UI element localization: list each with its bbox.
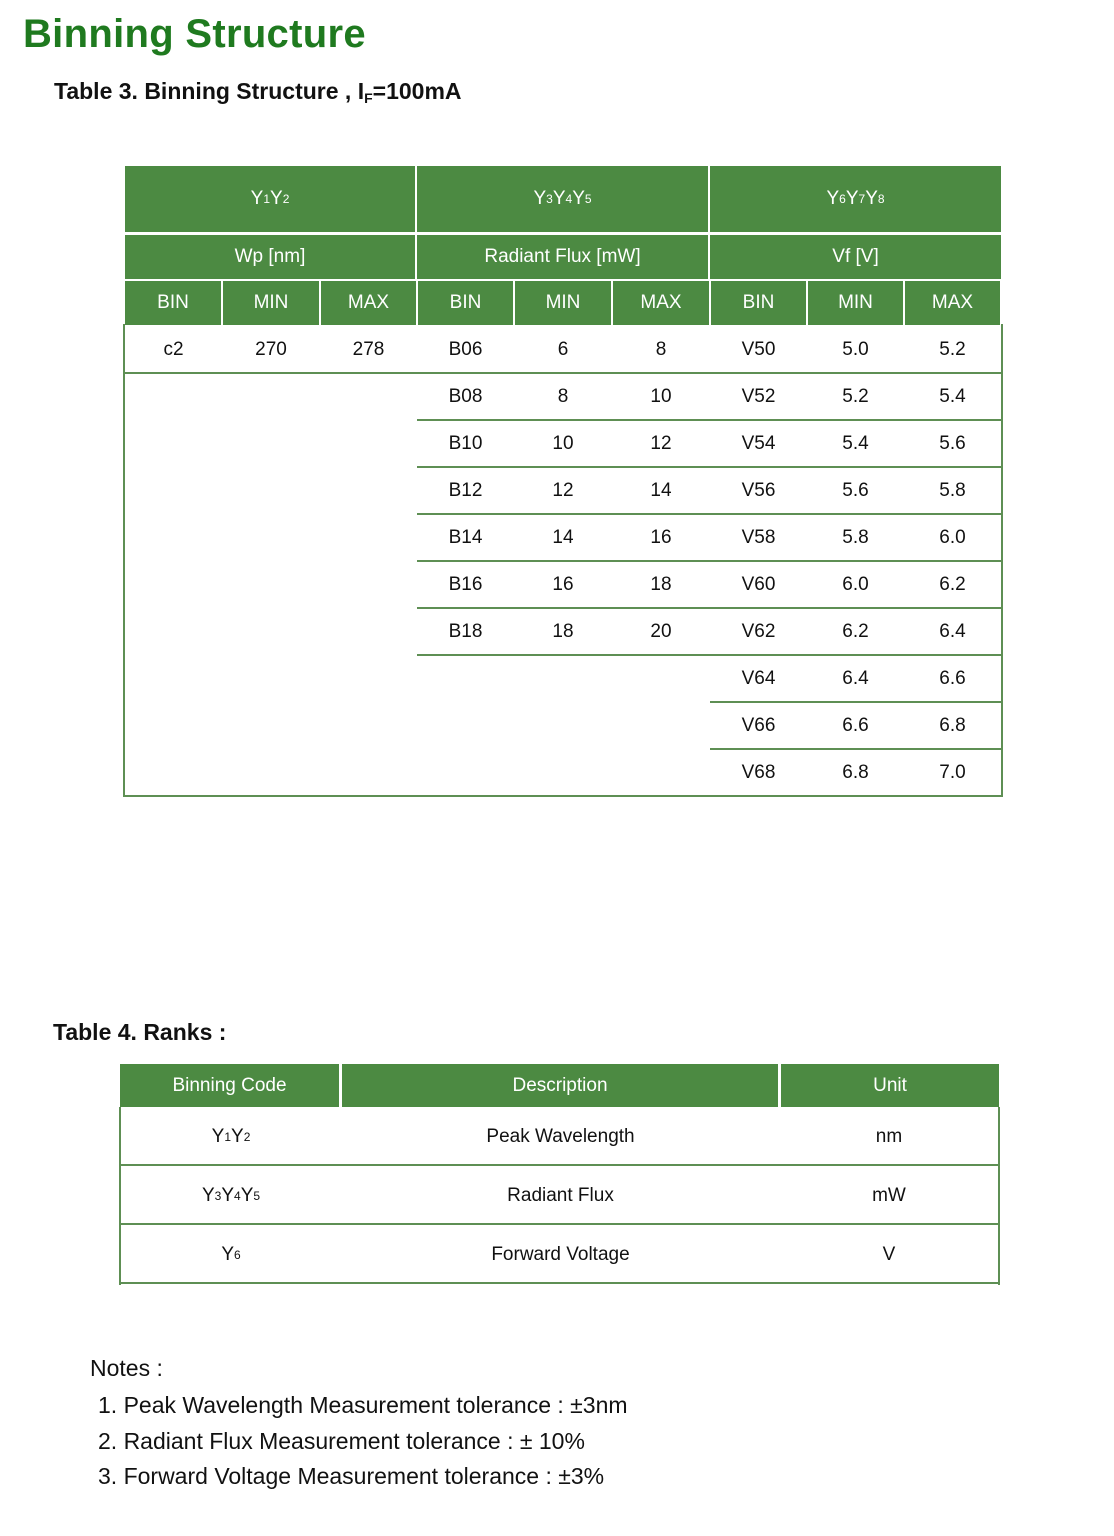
rank-code-letter: Y — [221, 1184, 234, 1206]
table-cell-min: 5.6 — [842, 479, 869, 501]
ranks-cell-unit: V — [882, 1243, 896, 1265]
table-cell-bin: V58 — [741, 526, 776, 548]
rank-code-subscript: 3 — [214, 1188, 222, 1203]
rank-code-subscript: 1 — [224, 1129, 231, 1144]
table-cell-min: 5.2 — [842, 385, 869, 407]
ranks-table — [119, 1064, 1000, 1285]
table3-caption-suffix: =100mA — [372, 78, 462, 104]
group-label-header: Radiant Flux [mW] — [417, 235, 708, 279]
code-letter: Y — [552, 188, 566, 209]
table-cell-max: 16 — [650, 526, 672, 548]
ranks-header-binning-code: Binning Code — [120, 1064, 339, 1107]
ranks-row-divider — [119, 1282, 1000, 1284]
table-left-border — [123, 324, 125, 797]
note-item: 2. Radiant Flux Measurement tolerance : ± 10% — [98, 1427, 585, 1454]
binning-structure-table — [123, 166, 1003, 797]
ranks-cell-unit: nm — [875, 1125, 903, 1147]
table-right-border — [1001, 324, 1003, 797]
table-cell-max: 5.8 — [939, 479, 966, 501]
table-cell-min: 14 — [552, 526, 574, 548]
table-cell-min: 270 — [255, 338, 287, 360]
table-cell-max: 5.4 — [939, 385, 966, 407]
table-cell-max: 6.0 — [939, 526, 966, 548]
column-header-min: MIN — [515, 281, 611, 325]
ranks-cell-description: Radiant Flux — [507, 1184, 614, 1206]
column-header-bin: BIN — [125, 281, 221, 325]
rank-code-subscript: 6 — [234, 1247, 241, 1262]
ranks-cell-unit: mW — [872, 1184, 906, 1206]
table-cell-bin: B10 — [448, 432, 483, 454]
rank-code-letter: Y — [201, 1184, 215, 1206]
code-letter: Y — [845, 188, 859, 209]
table-cell-bin: V68 — [741, 761, 776, 783]
rank-code-letter: Y — [231, 1125, 244, 1147]
code-subscript: 5 — [584, 192, 592, 206]
group-code-header — [417, 166, 708, 232]
table-cell-bin: V60 — [741, 573, 776, 595]
table3-caption-prefix: Table 3. Binning Structure , I — [54, 78, 365, 104]
table-cell-bin: V64 — [741, 667, 776, 689]
rank-code-subscript: 4 — [234, 1188, 241, 1203]
table3-caption-sub: F — [364, 90, 373, 106]
table-cell-bin: B08 — [448, 385, 483, 407]
code-letter: Y — [826, 188, 840, 209]
code-subscript: 6 — [839, 192, 846, 206]
table-cell-min: 5.8 — [842, 526, 869, 548]
table-cell-max: 6.2 — [939, 573, 966, 595]
code-letter: Y — [572, 188, 585, 209]
table-cell-min: 16 — [552, 573, 574, 595]
table3-caption — [54, 78, 462, 106]
code-subscript: 7 — [858, 192, 866, 206]
table-cell-max: 8 — [655, 338, 667, 360]
table-cell-min: 8 — [557, 385, 569, 407]
table-cell-max: 278 — [352, 338, 385, 360]
group-code-header — [125, 166, 415, 232]
table-cell-min: 12 — [552, 479, 574, 501]
row-divider — [417, 654, 712, 656]
rank-code-subscript: 2 — [243, 1129, 251, 1144]
group-label-header: Wp [nm] — [125, 235, 415, 279]
table-cell-max: 12 — [650, 432, 672, 454]
table-cell-min: 6 — [557, 338, 569, 360]
table-cell-bin: V56 — [741, 479, 776, 501]
code-letter: Y — [865, 188, 878, 209]
table-cell-bin: B14 — [448, 526, 483, 548]
table-cell-min: 6.6 — [842, 714, 869, 736]
table4-caption: Table 4. Ranks : — [53, 1019, 227, 1045]
code-subscript: 2 — [282, 192, 290, 206]
table-cell-bin: B06 — [448, 338, 483, 360]
ranks-cell-description: Peak Wavelength — [486, 1125, 635, 1147]
ranks-left-border — [119, 1107, 121, 1285]
ranks-right-border — [998, 1107, 1000, 1285]
table-cell-bin: B12 — [448, 479, 483, 501]
note-item: 3. Forward Voltage Measurement tolerance : ±3% — [98, 1463, 605, 1489]
table-cell-max: 6.4 — [939, 620, 966, 642]
code-subscript: 4 — [565, 192, 573, 206]
column-header-max: MAX — [321, 281, 416, 325]
table-cell-max: 6.8 — [939, 714, 966, 736]
column-header-min: MIN — [223, 281, 319, 325]
ranks-cell-code — [120, 1225, 342, 1284]
notes — [90, 1355, 628, 1495]
table-cell-min: 5.4 — [842, 432, 869, 454]
ranks-header-unit: Unit — [781, 1064, 999, 1107]
column-header-min: MIN — [808, 281, 903, 325]
code-subscript: 1 — [263, 192, 270, 206]
table-cell-max: 20 — [650, 620, 672, 642]
table-cell-min: 10 — [552, 432, 574, 454]
table-cell-min: 18 — [552, 620, 574, 642]
table-cell-max: 10 — [650, 385, 672, 407]
table-cell-max: 7.0 — [939, 761, 966, 783]
table-cell-bin: V54 — [741, 432, 776, 454]
group-code-header — [710, 166, 1001, 232]
table-cell-max: 14 — [650, 479, 672, 501]
notes-title: Notes : — [90, 1355, 163, 1381]
table-cell-max: 5.2 — [939, 338, 966, 360]
table-cell-max: 5.6 — [939, 432, 966, 454]
code-letter: Y — [250, 188, 264, 209]
table-cell-min: 5.0 — [842, 338, 869, 360]
table-cell-bin: V62 — [741, 620, 776, 642]
table-cell-min: 6.0 — [842, 573, 869, 595]
table-bottom-border — [123, 795, 1003, 797]
rank-code-subscript: 5 — [253, 1188, 261, 1203]
column-header-bin: BIN — [418, 281, 513, 325]
table-cell-bin: B16 — [448, 573, 483, 595]
ranks-cell-code — [120, 1107, 342, 1166]
table-cell-bin: B18 — [448, 620, 483, 642]
page-title: Binning Structure — [23, 12, 366, 56]
table-cell-min: 6.8 — [842, 761, 869, 783]
rank-code-letter: Y — [211, 1125, 225, 1147]
group-label-header: Vf [V] — [710, 235, 1001, 279]
column-header-bin: BIN — [711, 281, 806, 325]
table-cell-min: 6.2 — [842, 620, 869, 642]
ranks-header-description: Description — [342, 1064, 778, 1107]
ranks-cell-code — [120, 1166, 342, 1225]
note-item: 1. Peak Wavelength Measurement tolerance : ±3nm — [98, 1392, 628, 1418]
column-header-max: MAX — [613, 281, 709, 325]
code-letter: Y — [270, 188, 283, 209]
table-cell-bin: V50 — [741, 338, 776, 360]
code-letter: Y — [533, 188, 547, 209]
code-subscript: 8 — [877, 192, 885, 206]
rank-code-letter: Y — [240, 1184, 254, 1206]
rank-code-letter: Y — [221, 1243, 234, 1265]
table-cell-max: 6.6 — [939, 667, 966, 689]
table-cell-bin: V66 — [741, 714, 776, 736]
table-cell-max: 18 — [650, 573, 672, 595]
table-cell-min: 6.4 — [842, 667, 869, 689]
ranks-cell-description: Forward Voltage — [491, 1243, 630, 1265]
column-header-max: MAX — [905, 281, 1000, 325]
row-divider — [125, 372, 419, 374]
table-cell-bin: c2 — [163, 338, 184, 360]
code-subscript: 3 — [546, 192, 553, 206]
table-cell-bin: V52 — [741, 385, 776, 407]
